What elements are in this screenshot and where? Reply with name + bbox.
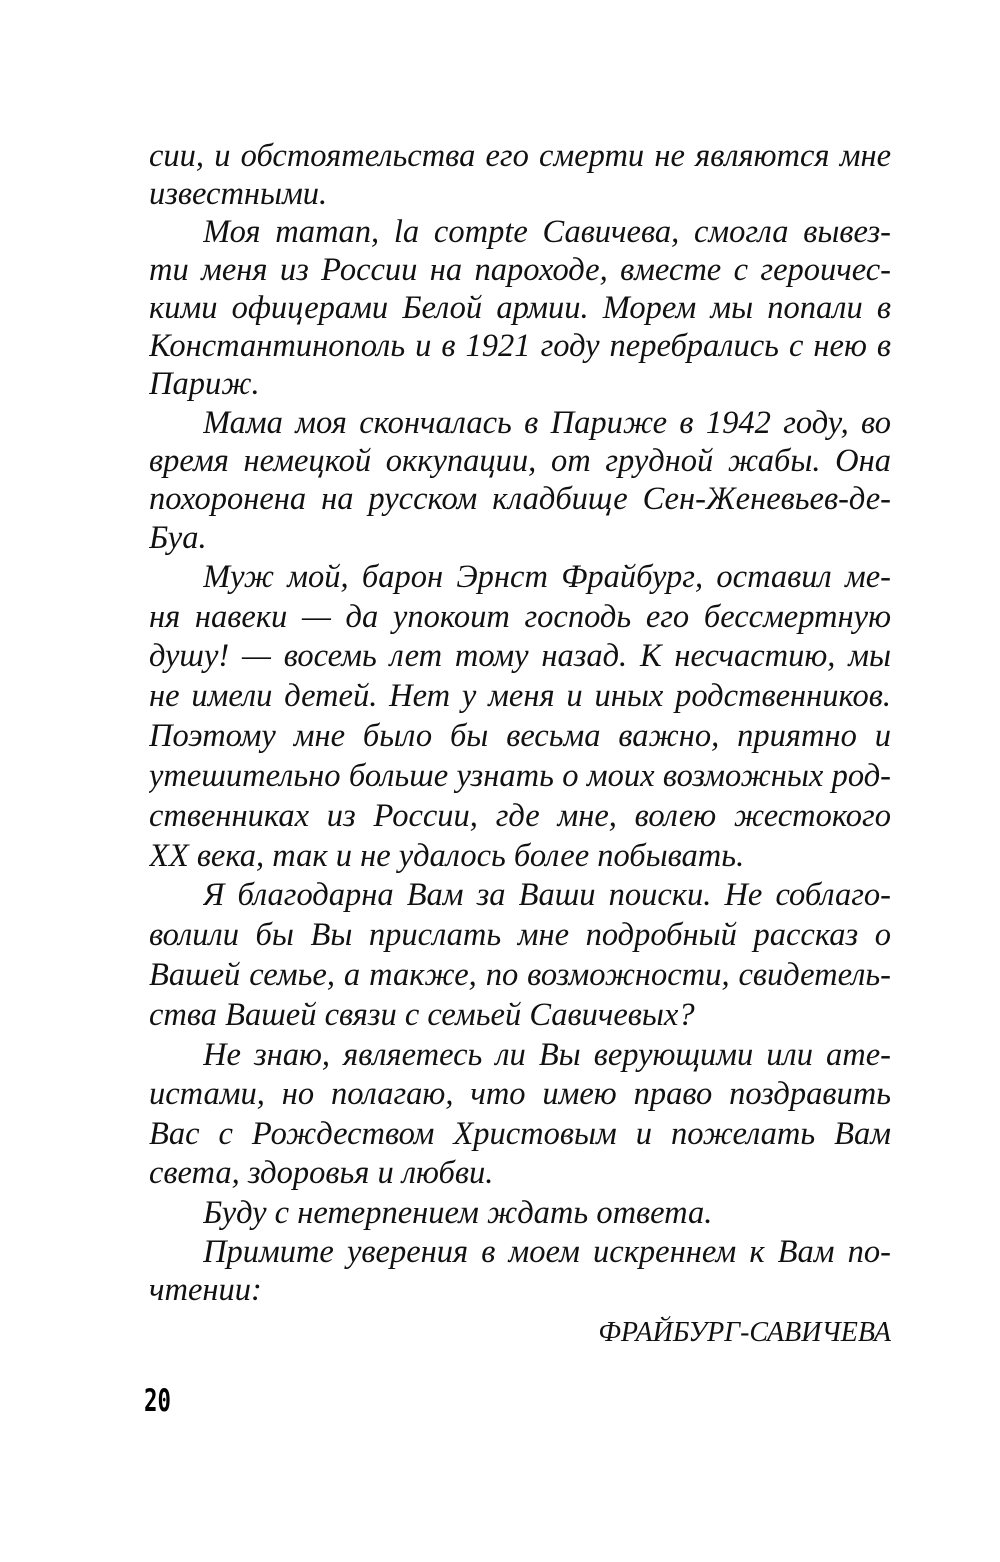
text-line: Вашей семье, а также, по возможности, свидетель- <box>149 957 891 993</box>
text-line: кими офицерами Белой армии. Морем мы попали в <box>149 290 891 326</box>
text-line: Буа. <box>149 520 207 556</box>
text-line: ти меня из России на пароходе, вместе с героичес- <box>149 252 891 288</box>
text-line: известными. <box>149 176 328 212</box>
text-line: Мама моя скончалась в Париже в 1942 году, во <box>203 405 891 441</box>
text-line: Вас с Рождеством Христовым и пожелать Вам <box>149 1116 891 1152</box>
text-line: Моя maman, la compte Савичева, смогла вывез- <box>203 214 891 250</box>
text-line: похоронена на русском кладбище Сен-Женевьев-де- <box>149 481 891 517</box>
text-line: время немецкой оккупации, от грудной жабы. Она <box>149 443 891 479</box>
text-line: Поэтому мне было бы весьма важно, приятно и <box>149 718 891 754</box>
text-line: света, здоровья и любви. <box>149 1155 494 1191</box>
text-line: Париж. <box>149 366 260 402</box>
text-line: Примите уверения в моем искреннем к Вам по- <box>203 1234 891 1270</box>
text-line: истами, но полагаю, что имею право поздравить <box>149 1076 891 1112</box>
page-number: 20 <box>144 1383 171 1419</box>
text-line: чтении: <box>149 1272 262 1308</box>
text-line: ственниках из России, где мне, волею жестокого <box>149 798 891 834</box>
signature: ФРАЙБУРГ-САВИЧЕВА <box>598 1317 891 1348</box>
text-line: Не знаю, являетесь ли Вы верующими или ате- <box>203 1037 891 1073</box>
text-line: Буду с нетерпением ждать ответа. <box>203 1195 713 1231</box>
text-line: сии, и обстоятельства его смерти не являются мне <box>149 138 891 174</box>
text-line: утешительно больше узнать о моих возможных род- <box>149 758 891 794</box>
text-line: волили бы Вы прислать мне подробный рассказ о <box>149 917 891 953</box>
text-line: ства Вашей связи с семьей Савичевых? <box>149 997 695 1033</box>
text-line: душу! — восемь лет тому назад. К несчастию, мы <box>149 638 891 674</box>
text-line: ня навеки — да упокоит господь его бессмертную <box>149 599 891 635</box>
text-line: Константинополь и в 1921 году перебрались с нею в <box>149 328 891 364</box>
text-line: XX века, так и не удалось более побывать. <box>149 838 745 874</box>
text-line: не имели детей. Нет у меня и иных родственников. <box>149 678 891 714</box>
text-line: Я благодарна Вам за Ваши поиски. Не соблаго- <box>203 877 891 913</box>
text-line: Муж мой, барон Эрнст Фрайбург, оставил ме- <box>203 559 891 595</box>
